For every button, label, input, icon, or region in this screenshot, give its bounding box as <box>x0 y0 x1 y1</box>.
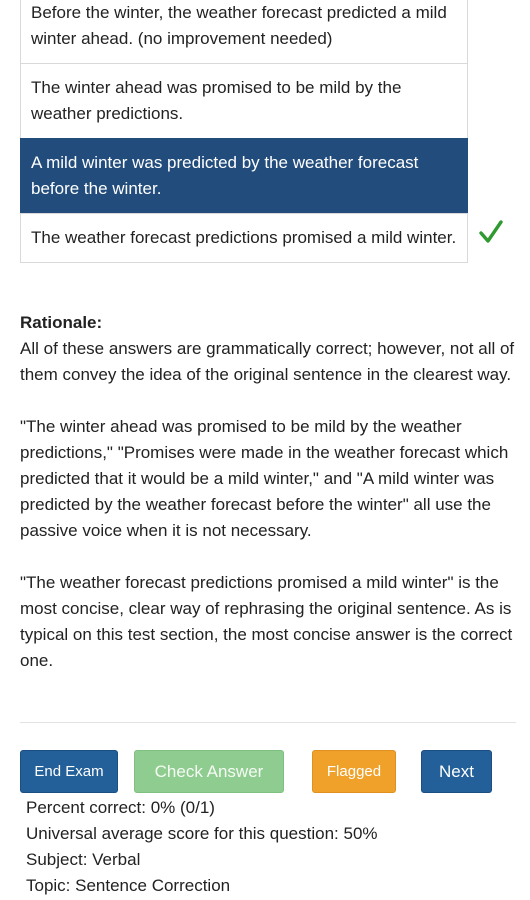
answer-option-2[interactable]: The winter ahead was promised to be mild by the weather predictions. <box>20 63 468 139</box>
answer-option-4[interactable]: The weather forecast predictions promised a mild winter. <box>20 213 468 263</box>
topic-label: Topic: Sentence Correction <box>26 876 231 895</box>
question-stats <box>26 795 378 899</box>
answer-option-1[interactable]: Before the winter, the weather forecast predicted a mild winter ahead. (no improvement needed) <box>20 0 468 64</box>
check-answer-button[interactable]: Check Answer <box>134 750 284 793</box>
end-exam-button[interactable]: End Exam <box>20 750 118 793</box>
rationale-paragraph-1: All of these answers are grammatically correct; however, not all of them convey the idea of the original sentence in the clearest way. <box>20 339 515 384</box>
answer-option-3-selected[interactable]: A mild winter was predicted by the weather forecast before the winter. <box>20 138 468 214</box>
answer-options <box>20 0 468 263</box>
rationale-title: Rationale: <box>20 313 103 332</box>
rationale-paragraph-3: "The weather forecast predictions promised a mild winter" is the most concise, clear way of rephrasing the original sentence. As is typical on this test section, the most concise answer is the correct one. <box>20 573 513 670</box>
percent-correct: Percent correct: 0% (0/1) <box>26 798 215 817</box>
rationale-paragraph-2: "The winter ahead was promised to be mild by the weather predictions," "Promises were made in the weather forecast which predicted that it would be a mild winter," and "A mild winter was predicted by the weather forecast before the winter" all use the passive voice when it is not necessary. <box>20 417 509 540</box>
universal-average-score: Universal average score for this question: 50% <box>26 824 378 843</box>
correct-checkmark-icon <box>478 219 504 245</box>
subject-label: Subject: Verbal <box>26 850 141 869</box>
next-button[interactable]: Next <box>421 750 492 793</box>
divider <box>20 722 516 723</box>
rationale-section <box>20 310 515 700</box>
flagged-button[interactable]: Flagged <box>312 750 396 793</box>
